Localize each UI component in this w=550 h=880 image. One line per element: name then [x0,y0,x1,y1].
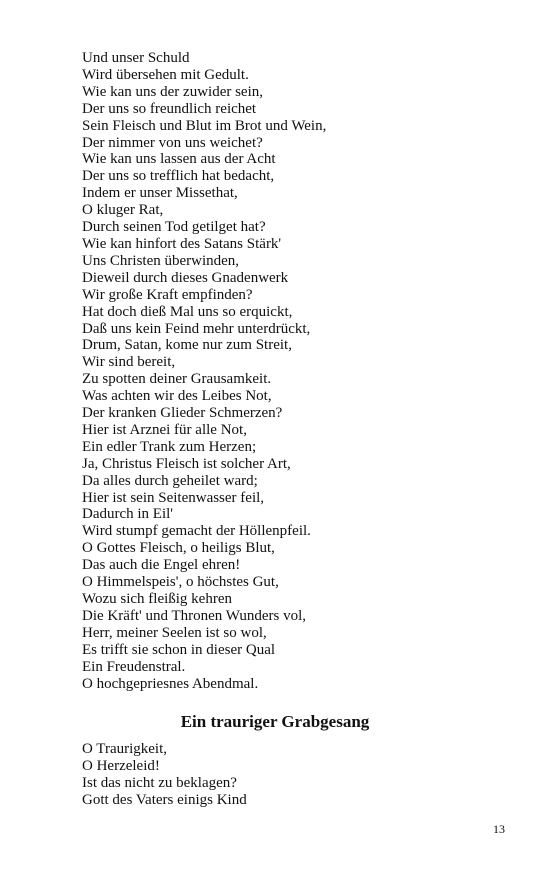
poem-line: Dieweil durch dieses Gnadenwerk [82,269,289,286]
poem-line: Indem er unser Missethat, [82,185,238,202]
poem-line: Und unser Schuld [82,50,190,66]
poem-line: Drum, Satan, kome nur zum Streit, [82,337,292,354]
poem-line: Zu spotten deiner Grausamkeit. [82,371,272,388]
poem-line: O kluger Rat, [82,202,164,219]
poem-line: Wie kan uns lassen aus der Acht [82,151,276,168]
next-poem [82,741,502,809]
poem-line: Der kranken Glieder Schmerzen? [82,405,283,422]
poem-line: Wir große Kraft empfinden? [82,286,253,303]
poem-line: O Traurigkeit, [82,741,168,757]
poem-line: Hat doch dieß Mal uns so erquickt, [82,303,293,320]
poem-line: Der uns so trefflich hat bedacht, [82,168,275,185]
poem-line: Der nimmer von uns weichet? [82,134,263,151]
poem-line: Ein edler Trank zum Herzen; [82,438,257,455]
poem-line: Dadurch in Eil' [82,506,174,523]
poem-line: Wird stumpf gemacht der Höllenpfeil. [82,523,311,540]
poem-line: O Herzeleid! [82,757,160,774]
poem-line: Durch seinen Tod getilget hat? [82,219,266,236]
poem-line: Uns Christen überwinden, [82,252,240,269]
poem-line: Wir sind bereit, [82,354,176,371]
poem-line: Wie kan uns der zuwider sein, [82,83,264,100]
poem-line: Da alles durch geheilet ward; [82,472,258,489]
poem-line: Wie kan hinfort des Satans Stärk' [82,235,282,252]
poem-line: Der uns so freundlich reichet [82,100,257,117]
poem-line: Was achten wir des Leibes Not, [82,388,272,405]
poem-line: Die Kräft' und Thronen Wunders vol, [82,607,306,624]
poem-line: O hochgepriesnes Abendmal. [82,675,259,692]
poem-line: Ja, Christus Fleisch ist solcher Art, [82,455,291,472]
poem-line: Wird übersehen mit Gedult. [82,66,249,83]
poem-line: O Gottes Fleisch, o heiligs Blut, [82,540,275,557]
poem-line: Ist das nicht zu beklagen? [82,774,237,791]
poem-line: Das auch die Engel ehren! [82,557,241,574]
poem-line: Sein Fleisch und Blut im Brot und Wein, [82,117,327,134]
poem-line: Hier ist Arznei für alle Not, [82,421,247,438]
poem-line: Wozu sich fleißig kehren [82,591,232,607]
page-number: 13 [493,822,505,836]
poem-line: Gott des Vaters einigs Kind [82,791,247,808]
poem-line: Ein Freudenstral. [82,658,186,675]
poem-line: O Himmelspeis', o höchstes Gut, [82,574,279,591]
poem-line: Es trifft sie schon in dieser Qual [82,641,276,658]
poem-line: Herr, meiner Seelen ist so wol, [82,624,267,641]
poem-continued [82,50,502,692]
poem-line: Daß uns kein Feind mehr unterdrückt, [82,320,311,337]
poem-line: Hier ist sein Seitenwasser feil, [82,489,265,506]
poem-title: Ein trauriger Grabgesang [180,712,370,731]
